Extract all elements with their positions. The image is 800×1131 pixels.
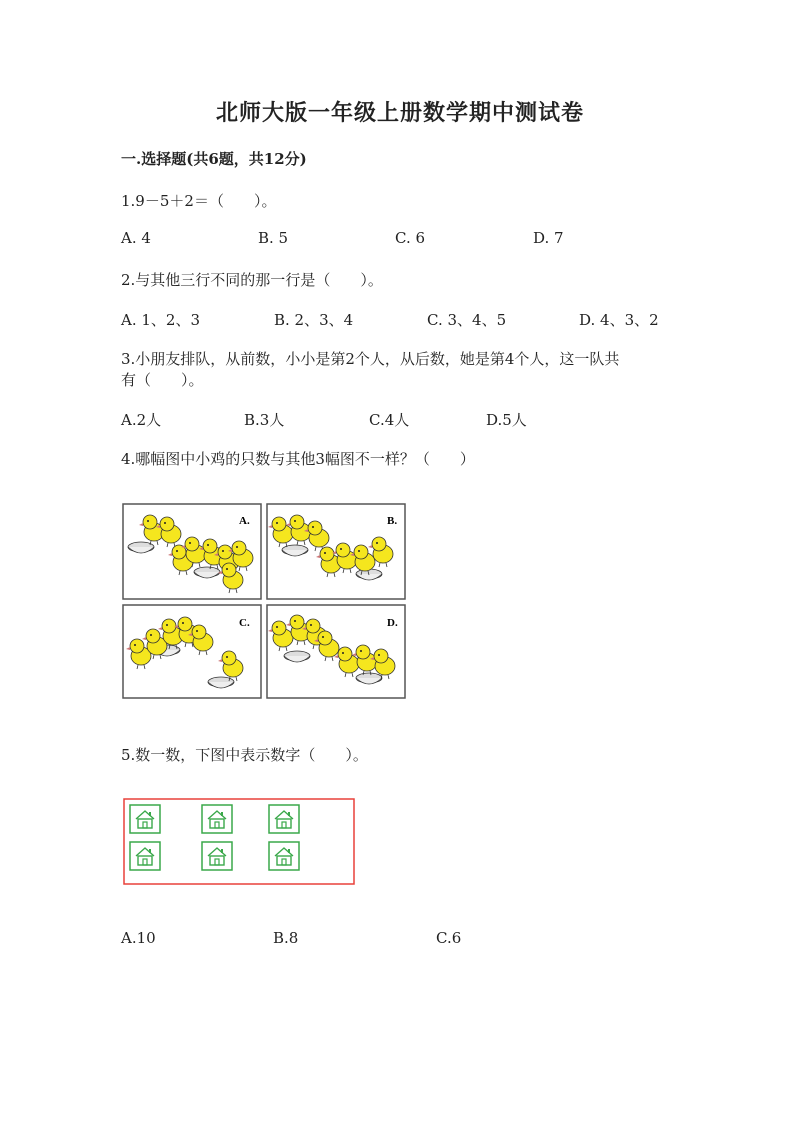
house-icon	[202, 842, 232, 870]
panel-d-label: D.	[387, 617, 398, 629]
panel-b[interactable]	[267, 504, 405, 599]
q3-option-a[interactable]: A.2人	[121, 411, 162, 429]
panel-b-label: B.	[387, 515, 398, 527]
section-heading: 一.选择题(共6题，共12分)	[121, 150, 307, 168]
panel-d[interactable]	[267, 605, 405, 698]
q2-option-b[interactable]: B. 2、3、4	[274, 311, 354, 329]
question-4: 4.哪幅图中小鸡的只数与其他3幅图不一样？（ ）	[121, 450, 475, 468]
house-icon	[130, 842, 160, 870]
q1-option-d[interactable]: D. 7	[533, 229, 564, 247]
panel-c-label: C.	[239, 617, 250, 629]
question-5: 5.数一数，下图中表示数字（ ）。	[121, 746, 368, 764]
q3-option-d[interactable]: D.5人	[486, 411, 527, 429]
q2-option-a[interactable]: A. 1、2、3	[121, 311, 200, 329]
q2-option-c[interactable]: C. 3、4、5	[427, 311, 507, 329]
house-icon	[269, 842, 299, 870]
chicks-figure	[121, 502, 407, 700]
house-icon	[130, 805, 160, 833]
house-icon	[202, 805, 232, 833]
question-2: 2.与其他三行不同的那一行是（ ）。	[121, 271, 383, 289]
question-3-line-2: 有（ ）。	[121, 371, 204, 389]
page-title: 北师大版一年级上册数学期中测试卷	[215, 100, 584, 126]
q1-option-b[interactable]: B. 5	[258, 229, 289, 247]
house-icon	[269, 805, 299, 833]
question-3-line-1: 3.小朋友排队，从前数，小小是第2个人，从后数，她是第4个人，这一队共	[121, 350, 620, 368]
q3-option-c[interactable]: C.4人	[369, 411, 410, 429]
q5-option-c[interactable]: C.6	[436, 929, 462, 947]
q5-option-a[interactable]: A.10	[121, 929, 156, 947]
panel-c[interactable]	[123, 605, 261, 698]
q1-option-c[interactable]: C. 6	[395, 229, 426, 247]
panel-a[interactable]	[123, 504, 261, 599]
houses-figure	[123, 798, 355, 885]
panel-a-label: A.	[239, 515, 250, 527]
q2-option-d[interactable]: D. 4、3、2	[579, 311, 659, 329]
question-1: 1.9－5＋2＝（ ）。	[121, 192, 277, 210]
q1-option-a[interactable]: A. 4	[121, 229, 151, 247]
q3-option-b[interactable]: B.3人	[244, 411, 285, 429]
q5-option-b[interactable]: B.8	[273, 929, 299, 947]
